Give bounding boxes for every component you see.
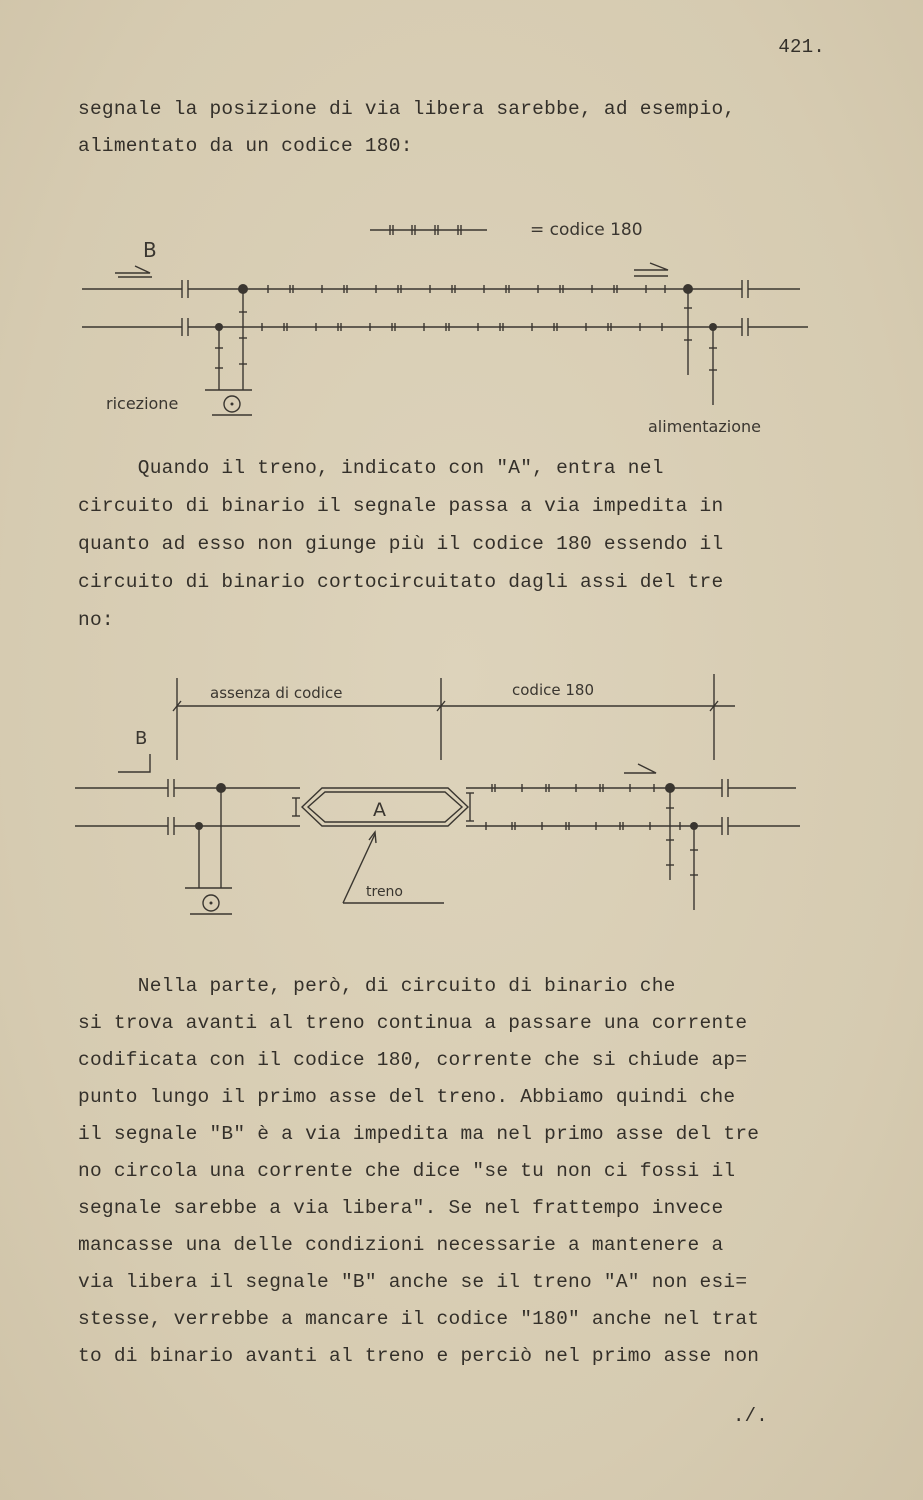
- track-circuit-diagram-2: [0, 660, 923, 930]
- assenza-codice-label: assenza di codice: [210, 684, 343, 702]
- paragraph-2-line-2: circuito di binario il segnale passa a via impedita in: [78, 495, 724, 517]
- paragraph-3-line-11: to di binario avanti al treno e perciò nel primo asse non: [78, 1345, 760, 1367]
- paragraph-3-line-7: segnale sarebbe a via libera". Se nel frattempo invece: [78, 1197, 724, 1219]
- junction-dot: [195, 822, 203, 830]
- paragraph-3-line-4: punto lungo il primo asse del treno. Abbiamo quindi che: [78, 1086, 736, 1108]
- paragraph-3-line-1: Nella parte, però, di circuito di binario che: [78, 975, 676, 997]
- paragraph-1-line-2: alimentato da un codice 180:: [78, 135, 413, 157]
- signal-arrow-right: [624, 764, 656, 773]
- junction-dot: [709, 323, 717, 331]
- paragraph-3-line-3: codificata con il codice 180, corrente che si chiude ap=: [78, 1049, 748, 1071]
- paragraph-2-line-5: no:: [78, 609, 114, 631]
- paragraph-3-line-9: via libera il segnale "B" anche se il treno "A" non esi=: [78, 1271, 748, 1293]
- signal-stop-indicator: [118, 754, 150, 772]
- paragraph-2-line-4: circuito di binario cortocircuitato dagli assi del tre: [78, 571, 724, 593]
- junction-dot: [665, 783, 675, 793]
- paragraph-3-line-5: il segnale "B" è a via impedita ma nel primo asse del tre: [78, 1123, 760, 1145]
- ricezione-label: ricezione: [106, 394, 179, 413]
- signal-label-b: B: [143, 238, 157, 262]
- paragraph-1-line-1: segnale la posizione di via libera sarebbe, ad esempio,: [78, 98, 736, 120]
- paragraph-2-line-1: Quando il treno, indicato con "A", entra nel: [78, 457, 664, 479]
- continuation-mark: ./.: [733, 1405, 768, 1427]
- page-number: 421.: [778, 36, 825, 58]
- paragraph-3-line-2: si trova avanti al treno continua a passare una corrente: [78, 1012, 748, 1034]
- signal-arrow-left: [115, 266, 150, 273]
- junction-dot: [690, 822, 698, 830]
- paragraph-3-line-6: no circola una corrente che dice "se tu non ci fossi il: [78, 1160, 736, 1182]
- alimentazione-label: alimentazione: [648, 417, 761, 436]
- paragraph-3-line-8: mancasse una delle condizioni necessarie a mantenere a: [78, 1234, 724, 1256]
- track-circuit-diagram-1: [0, 200, 923, 450]
- paragraph-2-line-3: quanto ad esso non giunge più il codice 180 essendo il: [78, 533, 724, 555]
- paragraph-3-line-10: stesse, verrebbe a mancare il codice "180" anche nel trat: [78, 1308, 760, 1330]
- train-label-a: A: [373, 799, 386, 821]
- train-caption: treno: [366, 884, 403, 900]
- codice-180-label: codice 180: [512, 681, 594, 699]
- junction-dot: [216, 783, 226, 793]
- junction-dot: [238, 284, 248, 294]
- legend-text: = codice 180: [530, 220, 643, 240]
- signal-label-b: B: [135, 728, 148, 749]
- signal-arrow-right: [634, 263, 668, 270]
- junction-dot: [215, 323, 223, 331]
- junction-dot: [683, 284, 693, 294]
